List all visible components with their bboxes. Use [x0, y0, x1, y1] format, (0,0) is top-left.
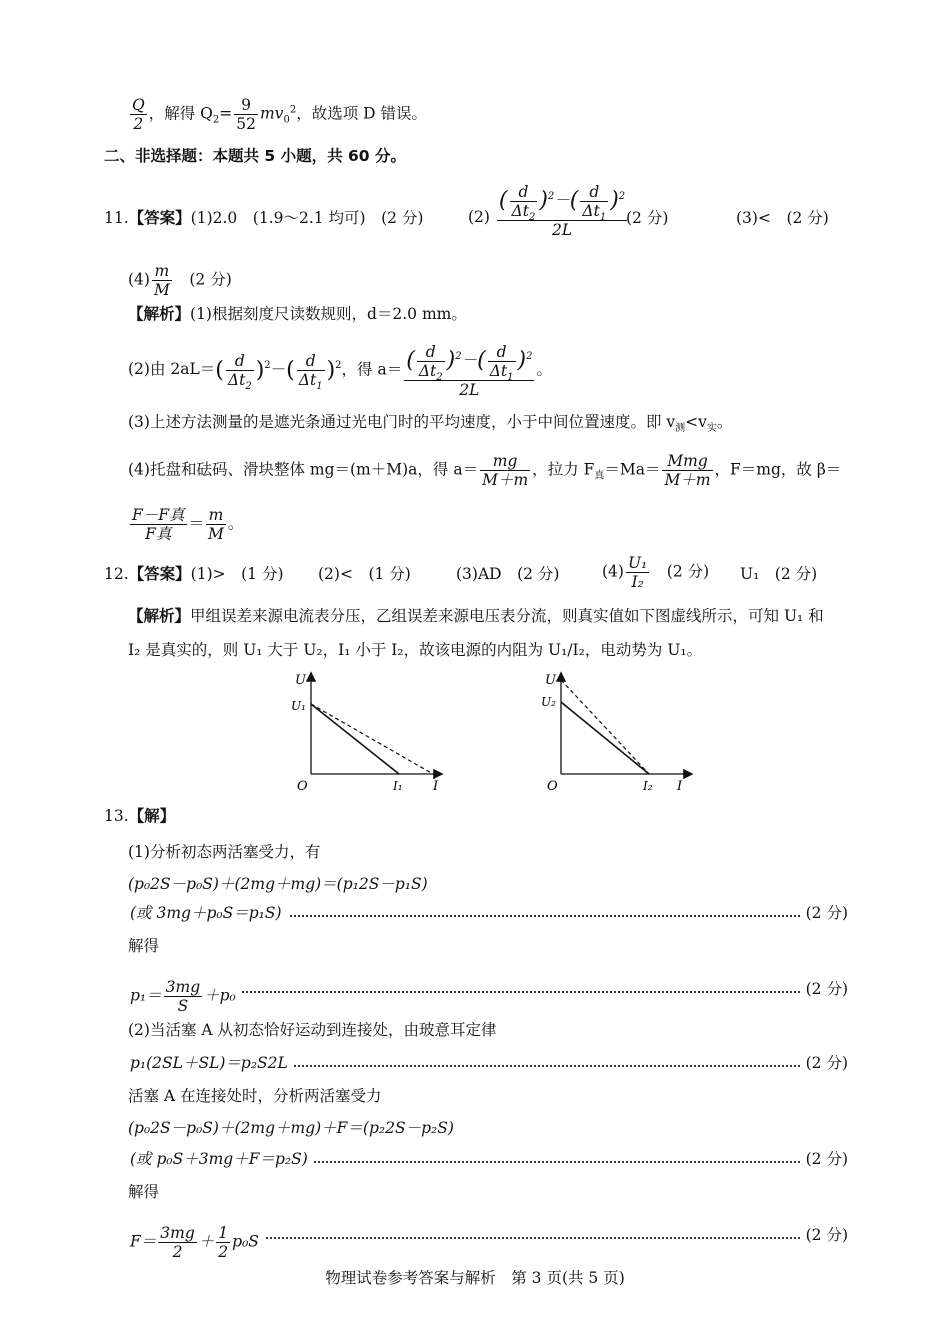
q11-answer-2: (2) ( $\frac{d}{\Delta t_2}$ )$^2$－( $\frac{d}{\Delta t_1}$ )$^2$ 2L [468, 182, 626, 239]
q12-analysis-1: 【解析】甲组误差来源电流表分压，乙组误差来源电压表分流，则真实值如下图虚线所示，可知 U₁ 和 [128, 607, 824, 625]
q12-answer: 12.【答案】(1)> (1 分) [104, 565, 284, 583]
q13-line-5: p₁＝ $\frac{3mg}{S}$ ＋p₀ (2 分) [130, 978, 848, 1015]
q13-line-8: 活塞 A 在连接处时，分析两活塞受力 [128, 1087, 382, 1105]
fraction: $\frac{Q}{2}$ [132, 96, 145, 133]
ui-graph-1 [285, 668, 455, 798]
fraction: $\frac{m}{M}$ [153, 262, 170, 299]
q12-answer-4: (4) $\frac{\text{U₁}}{\text{I₂}}$ (2 分) [602, 554, 710, 591]
x-mark: I₂ [643, 779, 653, 793]
q11-answer-2-score: (2 分) [626, 209, 669, 227]
fraction: $\frac{9}{52}$ [236, 96, 256, 133]
ui-graph-2 [535, 668, 705, 798]
q12-analysis-2: I₂ 是真实的，则 U₁ 大于 U₂，I₁ 小于 I₂，故该电源的内阻为 U₁/I₂，电动势为 U₁。 [128, 641, 703, 659]
x-mark: I₁ [393, 779, 403, 793]
q13-line-7: p₁(2SL＋SL)＝p₂S2L (2 分) [130, 1054, 848, 1072]
y-label: U [295, 673, 306, 688]
q11-analysis-4: (4)托盘和砝码、滑块整体 mg＝(m＋M)a，得 a＝ $\frac{mg}{M+m}$ ，拉力 $F_真=Ma=$ $\frac{\text{Mmg}}{M+m}$ ，F＝mg，故 β＝ [128, 452, 842, 489]
q13-line-4: 解得 [128, 937, 160, 955]
q11-analysis-1: 【解析】(1)根据刻度尺读数规则，d＝2.0 mm。 [128, 305, 467, 323]
q11-answer: 11.【答案】(1)2.0 (1.9～2.1 均可) (2 分) [104, 209, 424, 227]
q13-line-11: 解得 [128, 1183, 160, 1201]
q13-header: 13.【解】 [104, 807, 176, 825]
origin-label: O [297, 779, 308, 794]
q11-answer-3: (3)< (2 分) [736, 209, 829, 227]
q13-line-10: (或 p₀S＋3mg＋F＝p₂S) (2 分) [130, 1150, 848, 1168]
section-title: 二、非选择题：本题共 5 小题，共 60 分。 [104, 147, 406, 165]
true-line-dashed [311, 704, 433, 774]
q13-line-6: (2)当活塞 A 从初态恰好运动到连接处，由玻意耳定律 [128, 1021, 497, 1039]
prev-answer-tail: $\frac{Q}{2}$ ，解得 $Q_2=$ $\frac{9}{52}$ $mv_0^2$，故选项 D 错误。 [132, 96, 427, 133]
x-label: I [677, 779, 683, 794]
y-mark: U₁ [291, 699, 306, 713]
q11-analysis-2: (2)由 2aL＝( $\frac{d}{\Delta t_2}$ )$^2$－( $\frac{d}{\Delta t_1}$ )$^2$，得 a＝ ( $\frac{d}{\Delta t_2}$ )$^2$－( $\frac{d}{\Delta t_1}$ )$^2$ 2L 。 [128, 342, 552, 399]
q11-analysis-5: $\frac{\text{F－F真}}{\text{F真}}$ ＝ $\frac{m}{M}$ 。 [132, 506, 244, 543]
q12-answer-3: (3)AD (2 分) [456, 565, 560, 583]
fraction: ( $\frac{d}{\Delta t_2}$ )$^2$－( $\frac{d}{\Delta t_1}$ )$^2$ 2L [498, 182, 626, 239]
page-footer: 物理试卷参考答案与解析 第 3 页(共 5 页) [325, 1269, 625, 1287]
y-label: U [545, 673, 556, 688]
origin-label: O [547, 779, 558, 794]
x-label: I [433, 779, 439, 794]
measured-line [311, 704, 399, 774]
q12-answer-2: (2)< (1 分) [318, 565, 411, 583]
q13-line-9: (p₀2S－p₀S)＋(2mg＋mg)＋F＝(p₂2S－p₂S) [128, 1119, 454, 1137]
y-mark: U₂ [541, 695, 556, 709]
q13-line-1: (1)分析初态两活塞受力，有 [128, 843, 321, 861]
q11-answer-4: (4) $\frac{m}{M}$ (2 分) [128, 262, 232, 299]
q12-answer-5: U₁ (2 分) [740, 565, 818, 583]
q11-analysis-3: (3)上述方法测量的是遮光条通过光电门时的平均速度，小于中间位置速度。即 $v_测<v_实$。 [128, 413, 733, 435]
true-line-dashed [561, 680, 649, 774]
q13-line-3: (或 3mg＋p₀S＝p₁S) (2 分) [130, 904, 848, 922]
measured-line [561, 702, 649, 774]
q13-line-12: F＝ $\frac{3mg}{2}$ ＋ $\frac{1}{2}$ p₀S (2 分) [130, 1224, 848, 1261]
q13-line-2: (p₀2S－p₀S)＋(2mg＋mg)＝(p₁2S－p₁S) [128, 875, 428, 893]
